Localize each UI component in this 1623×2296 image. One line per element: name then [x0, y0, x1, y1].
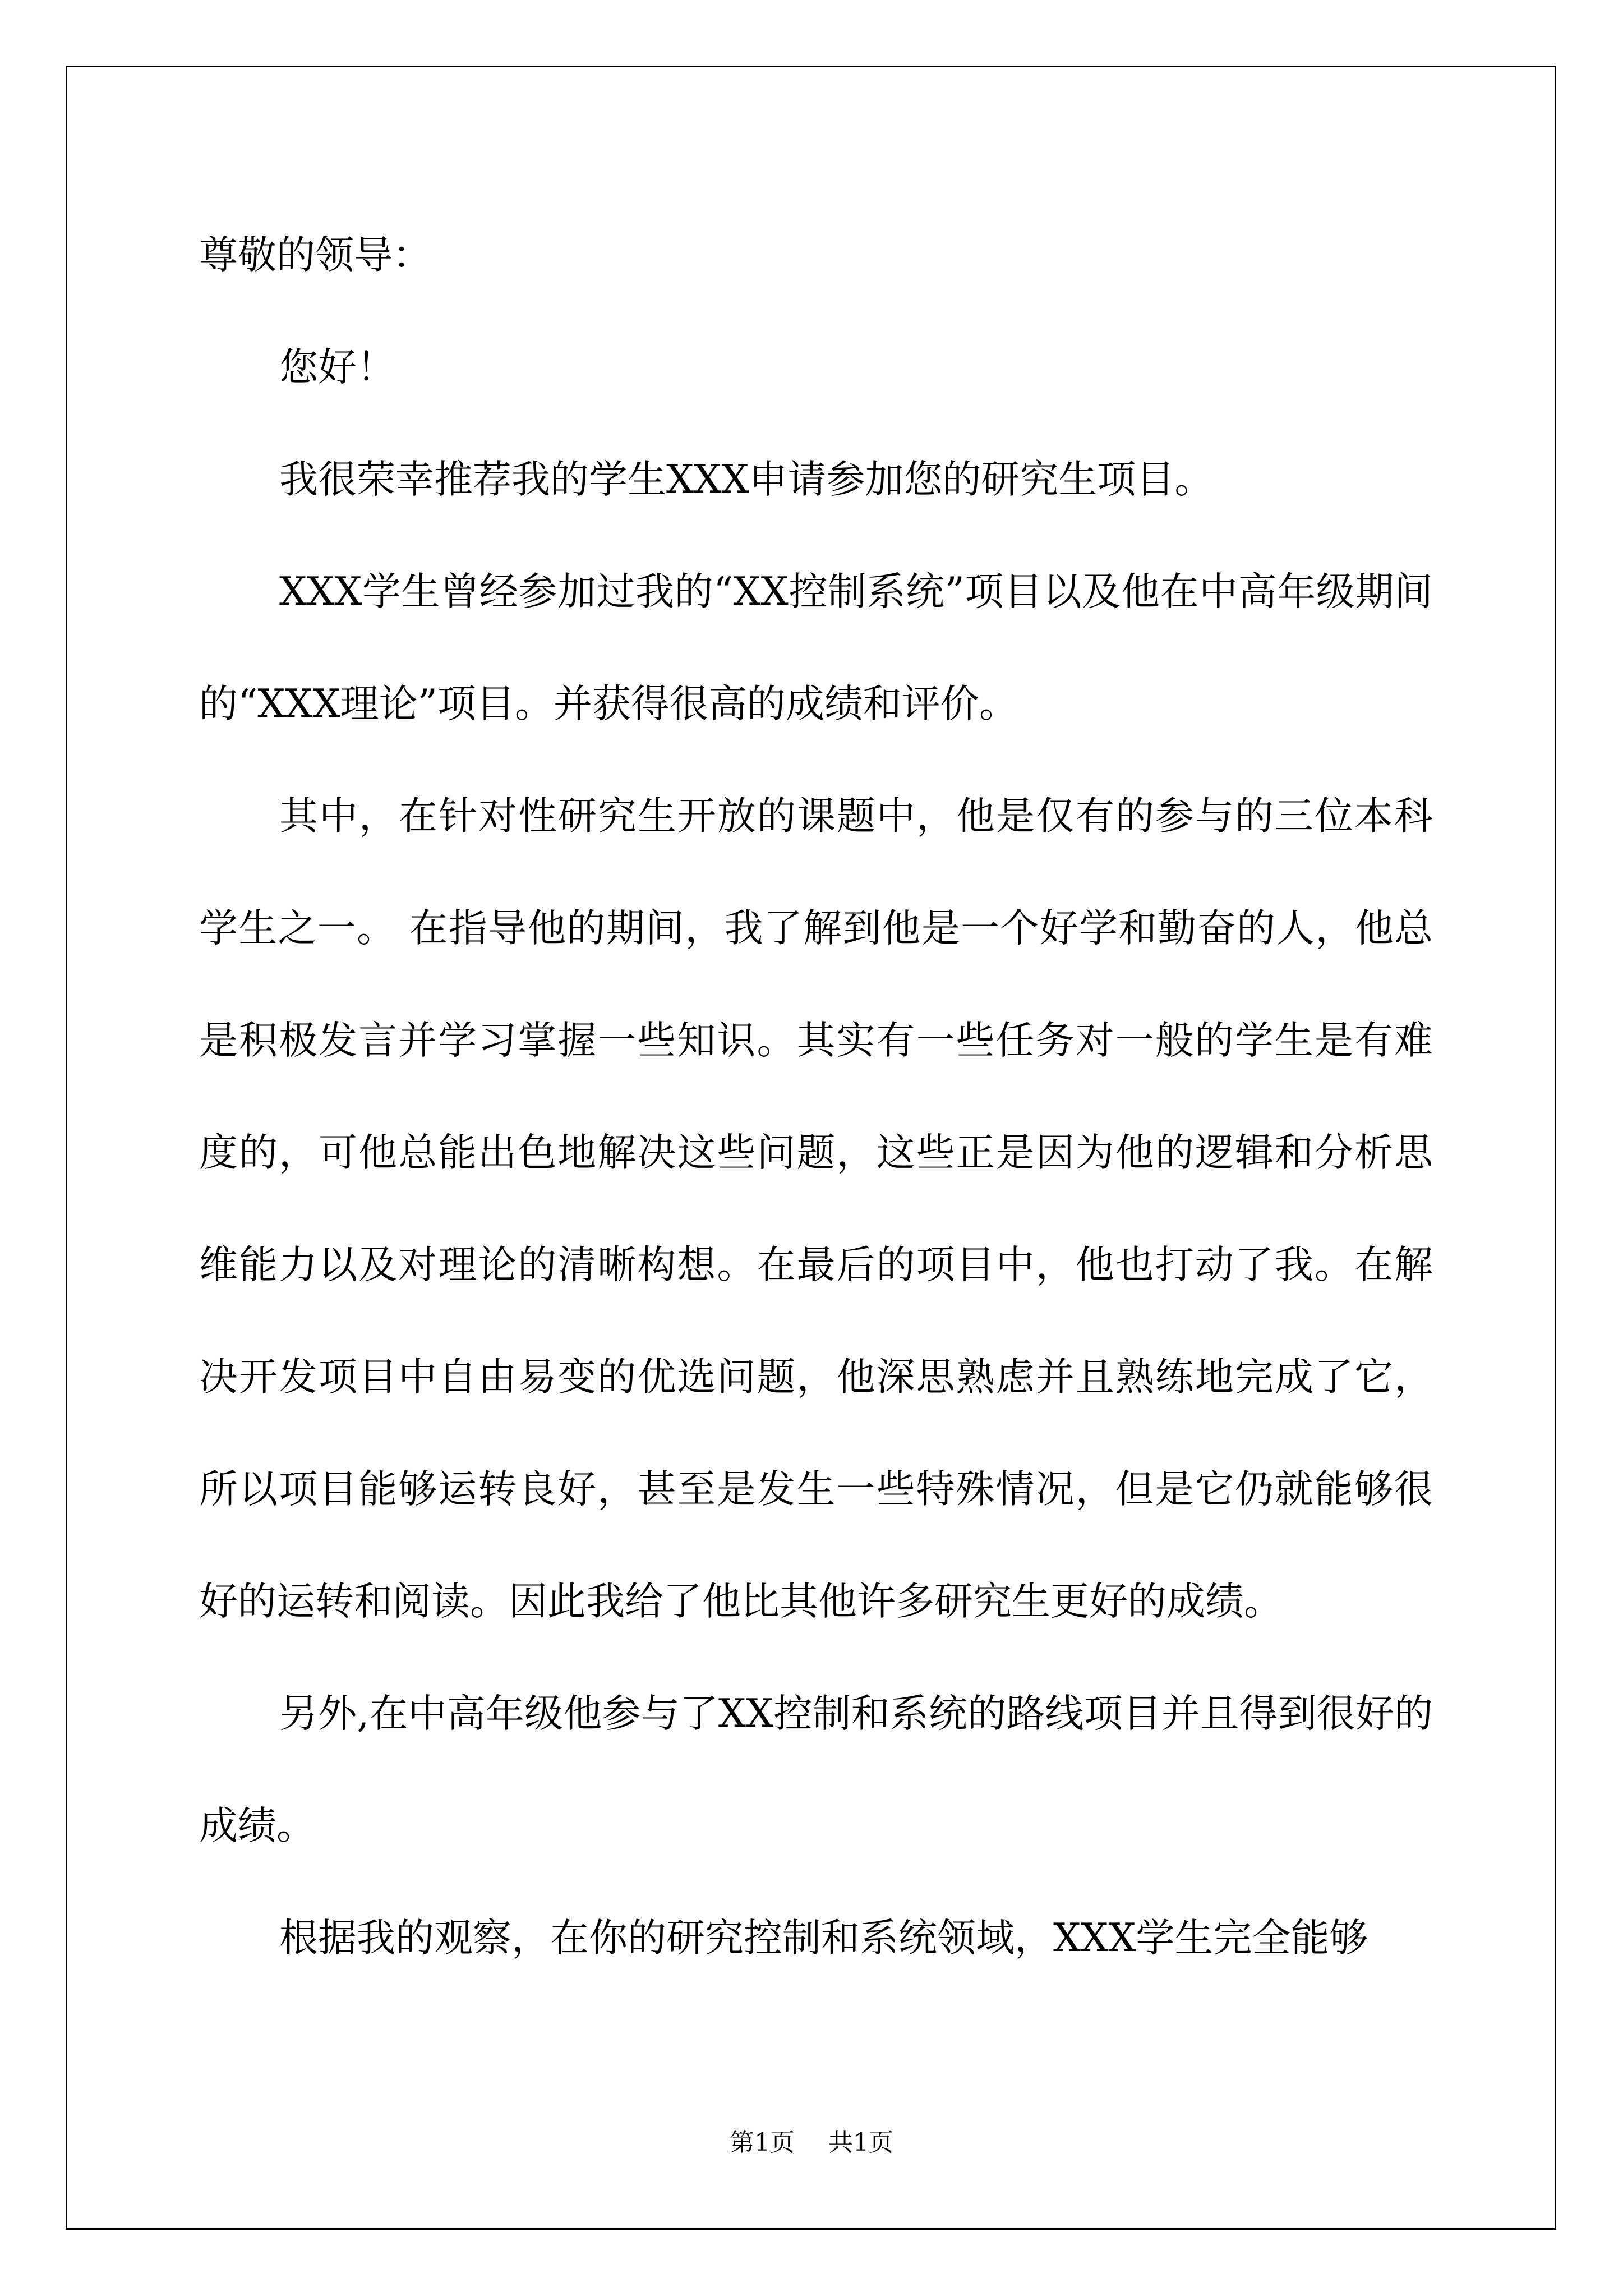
paragraph-additional: 另外,在中高年级他参与了XX控制和系统的路线项目并且得到很好的成绩。	[199, 1691, 1433, 1848]
paragraph-observation: 根据我的观察，在你的研究控制和系统领域，XXX学生完全能够	[279, 1916, 1368, 1961]
paragraph-projects: XXX学生曾经参加过我的“XX控制系统”项目以及他在中高年级期间的“XXX理论”项目。并获得很高的成绩和评价。	[199, 569, 1433, 726]
paragraph-recommendation: 我很荣幸推荐我的学生XXX申请参加您的研究生项目。	[279, 457, 1214, 502]
page-number-current: 第1页	[730, 2128, 795, 2157]
letter-body	[199, 199, 1433, 1994]
paragraph-performance: 其中，在针对性研究生开放的课题中，他是仅有的参与的三位本科学生之一。 在指导他的期间，我了解到他是一个好学和勤奋的人，他总是积极发言并学习掌握一些知识。其实有一些任务对一般的学生是有难度的，可他总能出色地解决这些问题，这些正是因为他的逻辑和分析思维能力以及对理论的清晰构想。在最后的项目中，他也打动了我。在解决开发项目中自由易变的优选问题，他深思熟虑并且熟练地完成了它，所以项目能够运转良好，甚至是发生一些特殊情况，但是它仍就能够很好的运转和阅读。因此我给了他比其他许多研究生更好的成绩。	[199, 794, 1433, 1624]
salutation: 尊敬的领导：	[199, 233, 431, 278]
paragraph-greeting: 您好！	[279, 345, 395, 390]
page-number-total: 共1页	[828, 2128, 893, 2157]
page-footer	[0, 2126, 1623, 2160]
